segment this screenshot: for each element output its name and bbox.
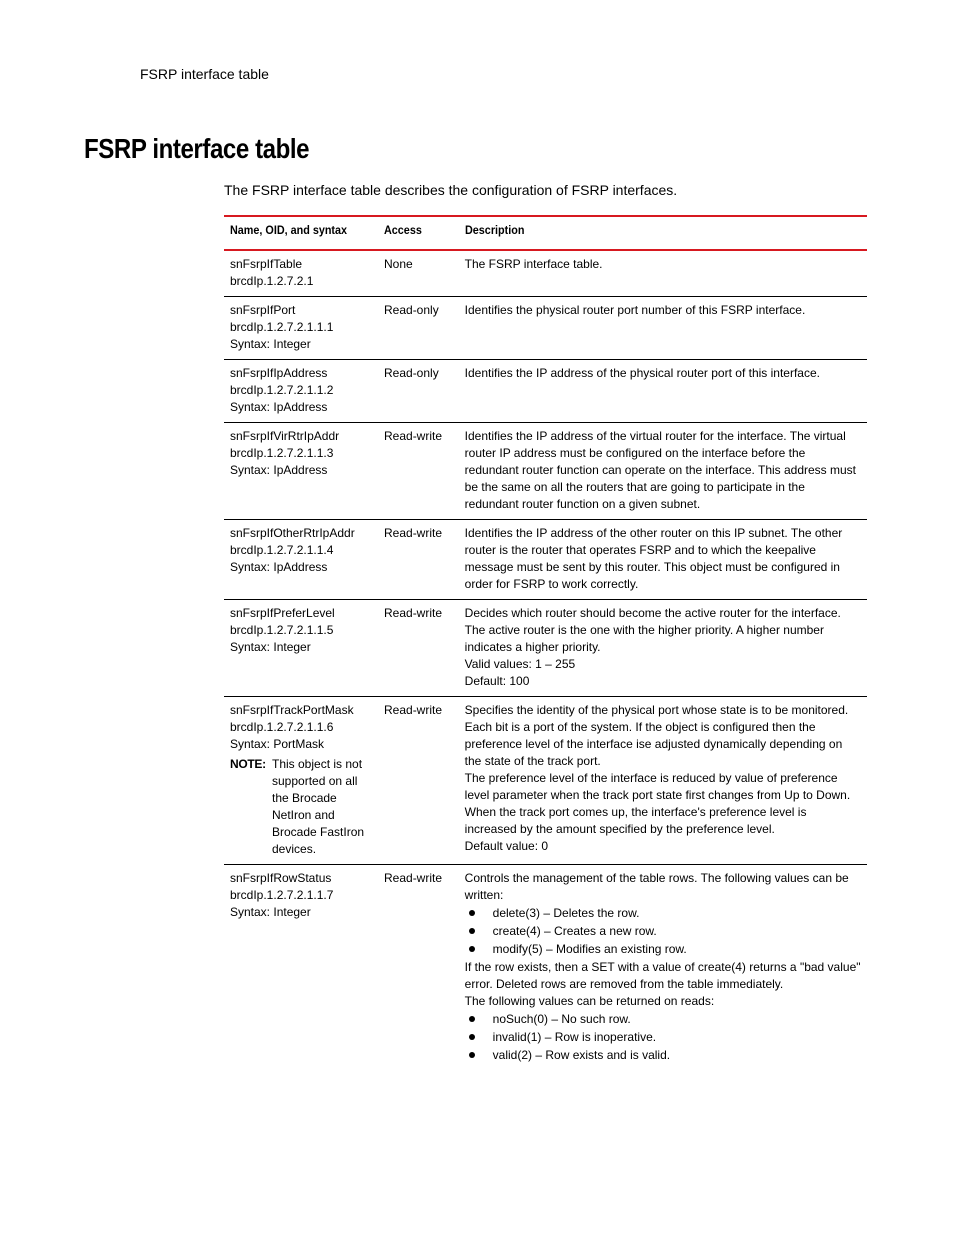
object-oid: brcdIp.1.2.7.2.1 (230, 274, 314, 288)
note-label: NOTE: (230, 757, 266, 771)
list-item: noSuch(0) – No such row. (465, 1011, 861, 1028)
table-header-row (224, 216, 867, 250)
object-oid: brcdIp.1.2.7.2.1.1.5 (230, 623, 334, 637)
access-cell: Read-write (378, 600, 459, 697)
table-row (224, 423, 867, 520)
description-cell (459, 423, 867, 520)
object-syntax: Syntax: Integer (230, 905, 311, 919)
object-syntax: Syntax: Integer (230, 337, 311, 351)
object-name: snFsrpIfIpAddress (230, 366, 328, 380)
list-item: modify(5) – Modifies an existing row. (465, 941, 861, 958)
list-item: invalid(1) – Row is inoperative. (465, 1029, 861, 1046)
description-text: The preference level of the interface is reduced by value of preference level parameter when the track port state first changes from Up to Down. When the track port comes up, the interface's preference level is increased by the amount specified by the preference level. (464, 771, 851, 836)
table-row (224, 297, 867, 360)
object-syntax: Syntax: PortMask (230, 737, 325, 751)
access-cell: Read-write (378, 697, 459, 865)
description-text: If the row exists, then a SET with a value of create(4) returns a "bad value" error. Deleted rows are removed from the table immediately. (464, 960, 861, 991)
access-cell: Read-write (384, 871, 443, 885)
description-cell (459, 360, 867, 423)
object-name: snFsrpIfPort (230, 303, 296, 317)
description-text: Identifies the IP address of the physical router port of this interface. (464, 366, 820, 380)
header-description: Description (459, 216, 867, 250)
valid-values: Valid values: 1 – 255 (464, 657, 576, 671)
name-cell (224, 865, 378, 1072)
object-oid: brcdIp.1.2.7.2.1.1.3 (230, 446, 334, 460)
object-syntax: Syntax: IpAddress (230, 463, 328, 477)
table-row (224, 250, 867, 297)
page-title: FSRP interface table (84, 133, 310, 164)
object-oid: brcdIp.1.2.7.2.1.1.2 (230, 383, 334, 397)
description-text: Identifies the IP address of the other router on this IP subnet. The other router is the router that operates FSRP and to which the keepalive message must be sent by this router. This object must be configured in order for FSRP to work correctly. (464, 526, 843, 591)
description-cell (459, 697, 867, 865)
object-name: snFsrpIfOtherRtrIpAddr (230, 526, 355, 540)
description-text: Decides which router should become the active router for the interface. The active router is the one with the higher priority. A higher number indicates a higher priority. (464, 606, 841, 654)
object-name: snFsrpIfTable (230, 257, 303, 271)
access-cell: None (378, 250, 459, 297)
access-cell: Read-only (378, 297, 459, 360)
object-name: snFsrpIfRowStatus (230, 871, 332, 885)
object-oid: brcdIp.1.2.7.2.1.1.4 (230, 543, 334, 557)
access-cell: Read-only (378, 360, 459, 423)
object-name: snFsrpIfTrackPortMask (230, 703, 354, 717)
name-cell (224, 520, 378, 600)
description-text: Identifies the physical router port number of this FSRP interface. (464, 303, 806, 317)
list-item: create(4) – Creates a new row. (465, 923, 861, 940)
description-text: The following values can be returned on reads: (464, 994, 715, 1008)
table-row (224, 697, 867, 865)
default-value: Default value: 0 (464, 839, 549, 853)
object-name: snFsrpIfVirRtrIpAddr (230, 429, 340, 443)
description-text: Controls the management of the table rows. The following values can be written: (464, 871, 849, 902)
intro-paragraph: The FSRP interface table describes the configuration of FSRP interfaces. (224, 182, 678, 198)
description-cell (459, 865, 867, 1072)
object-oid: brcdIp.1.2.7.2.1.1.6 (230, 720, 334, 734)
name-cell (224, 297, 378, 360)
object-oid: brcdIp.1.2.7.2.1.1.7 (230, 888, 334, 902)
read-values-list (465, 1011, 861, 1064)
table-row (224, 600, 867, 697)
description-text: Identifies the IP address of the virtual router for the interface. The virtual router IP address must be configured on the interface before the redundant router function can operate on the interface. This address must be the same on all the routers that are going to participate in the redundant router function on a given subnet. (464, 429, 857, 511)
name-cell (224, 250, 378, 297)
access-cell: Read-write (378, 423, 459, 520)
header-name-oid-syntax: Name, OID, and syntax (224, 216, 378, 250)
name-cell (224, 697, 378, 865)
running-header: FSRP interface table (140, 66, 269, 82)
name-cell (224, 360, 378, 423)
list-item: valid(2) – Row exists and is valid. (465, 1047, 861, 1064)
table-row (224, 865, 867, 1072)
fsrp-interface-table (224, 215, 867, 1071)
description-cell (459, 297, 867, 360)
description-text: Specifies the identity of the physical port whose state is to be monitored. Each bit is a port of the system. If the object is configured then the preference level of the interface ise adjusted dynamically depending on the state of the track port. (464, 703, 849, 768)
written-values-list (465, 905, 861, 958)
description-cell (459, 520, 867, 600)
description-cell (459, 600, 867, 697)
name-cell (224, 600, 378, 697)
object-syntax: Syntax: IpAddress (230, 400, 328, 414)
list-item: delete(3) – Deletes the row. (465, 905, 861, 922)
note-block (230, 756, 372, 858)
description-text: The FSRP interface table. (464, 257, 603, 271)
object-name: snFsrpIfPreferLevel (230, 606, 335, 620)
table-row (224, 360, 867, 423)
object-syntax: Syntax: Integer (230, 640, 311, 654)
table-row (224, 520, 867, 600)
object-oid: brcdIp.1.2.7.2.1.1.1 (230, 320, 334, 334)
access-cell: Read-write (378, 520, 459, 600)
header-access: Access (378, 216, 459, 250)
note-text: This object is not supported on all the Brocade NetIron and Brocade FastIron devices. (272, 757, 365, 856)
default-value: Default: 100 (464, 674, 530, 688)
name-cell (224, 423, 378, 520)
object-syntax: Syntax: IpAddress (230, 560, 328, 574)
description-cell (459, 250, 867, 297)
